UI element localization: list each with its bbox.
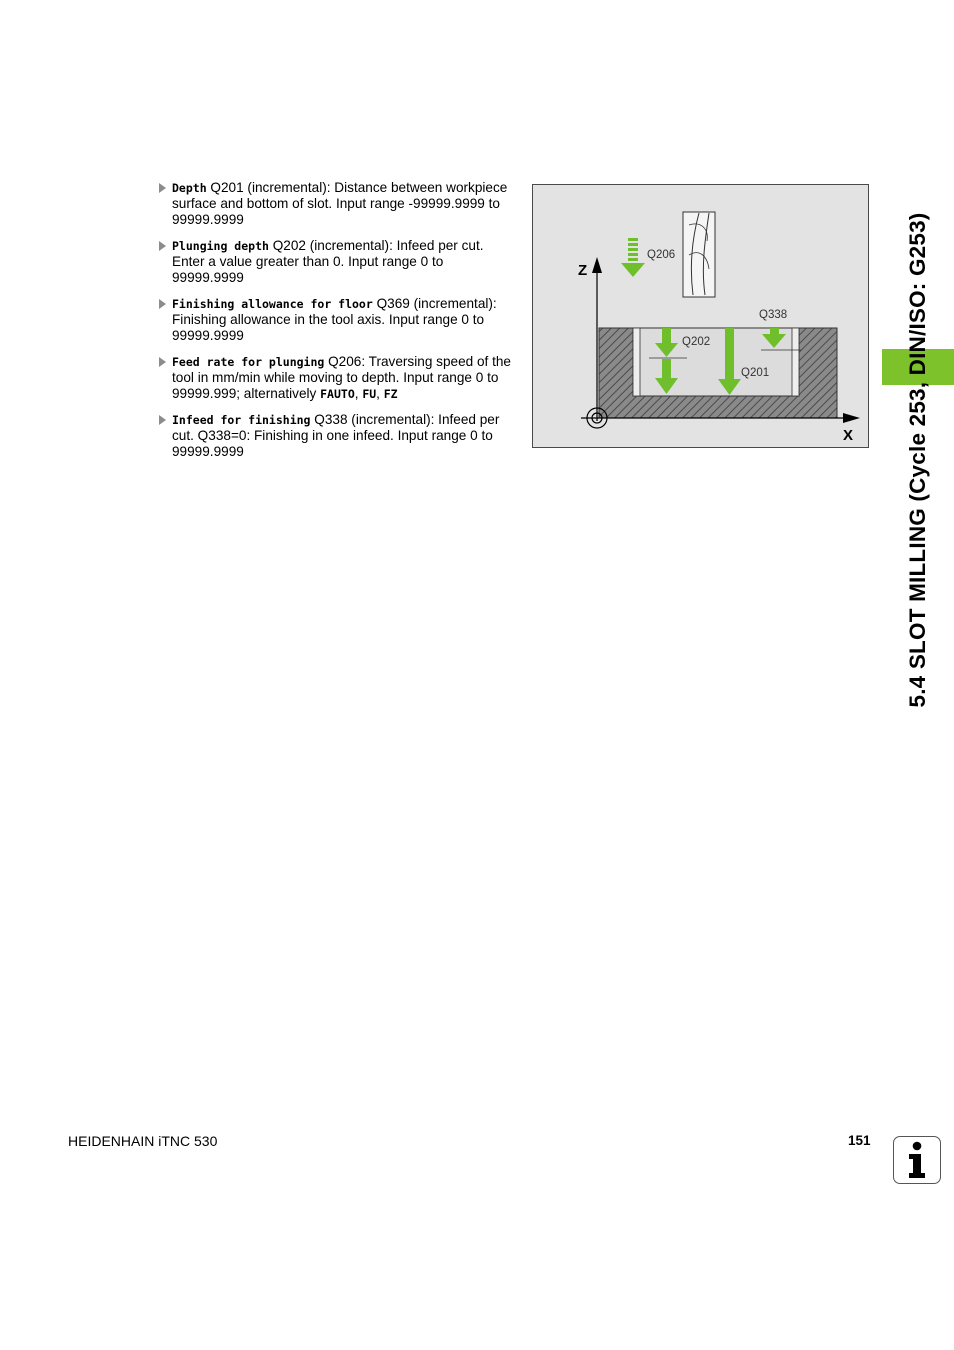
option-fz: FZ <box>383 387 398 401</box>
slot-wall-left <box>633 328 640 396</box>
param-keyword: Feed rate for plunging <box>172 355 325 369</box>
param-description: Q206: Traversing speed of the tool in mm/min while moving to depth. Input range 0 to 99999.999; alternatively <box>172 354 511 401</box>
triangle-bullet-icon <box>159 299 166 309</box>
param-description: Q338 (incremental): Infeed per cut. Q338=0: Finishing in one infeed. Input range 0 to 99999.9999 <box>172 412 500 459</box>
slot-milling-diagram <box>532 184 869 448</box>
feed-arrow-icon <box>621 238 645 277</box>
triangle-bullet-icon <box>159 415 166 425</box>
end-mill-icon <box>683 212 715 297</box>
section-title: 5.4 SLOT MILLING (Cycle 253, DIN/ISO: G253) <box>905 212 930 708</box>
param-keyword: Depth <box>172 181 207 195</box>
x-axis-arrowhead <box>843 413 860 423</box>
label-q206: Q206 <box>647 249 676 261</box>
param-keyword: Finishing allowance for floor <box>172 297 373 311</box>
slot-wall-right <box>792 328 799 396</box>
param-infeed-finishing <box>159 412 511 460</box>
axis-z-label: Z <box>578 262 588 279</box>
label-q202: Q202 <box>682 336 711 348</box>
footer-product: HEIDENHAIN iTNC 530 <box>68 1133 218 1149</box>
param-keyword: Plunging depth <box>172 239 269 253</box>
separator: , <box>354 386 363 401</box>
option-fu: FU <box>362 387 377 401</box>
param-description: Q369 (incremental): Finishing allowance in the tool axis. Input range 0 to 99999.9999 <box>172 296 497 343</box>
param-feed-rate-plunging <box>159 354 511 402</box>
option-fauto: FAUTO <box>320 387 355 401</box>
info-icon <box>893 1136 941 1184</box>
separator: , <box>376 386 384 401</box>
axis-x-label: X <box>843 427 854 444</box>
diagram-svg <box>533 185 870 449</box>
param-description: Q202 (incremental): Infeed per cut. Enter a value greater than 0. Input range 0 to 99999.9999 <box>172 238 484 285</box>
label-q338: Q338 <box>759 309 788 321</box>
label-q201: Q201 <box>741 367 770 379</box>
param-finishing-allowance <box>159 296 511 344</box>
triangle-bullet-icon <box>159 241 166 251</box>
parameter-list <box>159 180 511 470</box>
triangle-bullet-icon <box>159 357 166 367</box>
param-plunging-depth <box>159 238 511 286</box>
param-depth <box>159 180 511 228</box>
param-keyword: Infeed for finishing <box>172 413 311 427</box>
triangle-bullet-icon <box>159 183 166 193</box>
param-description: Q201 (incremental): Distance between workpiece surface and bottom of slot. Input range -99999.9999 to 99999.9999 <box>172 180 508 227</box>
page-number: 151 <box>848 1133 871 1148</box>
z-axis-arrowhead <box>592 257 602 273</box>
